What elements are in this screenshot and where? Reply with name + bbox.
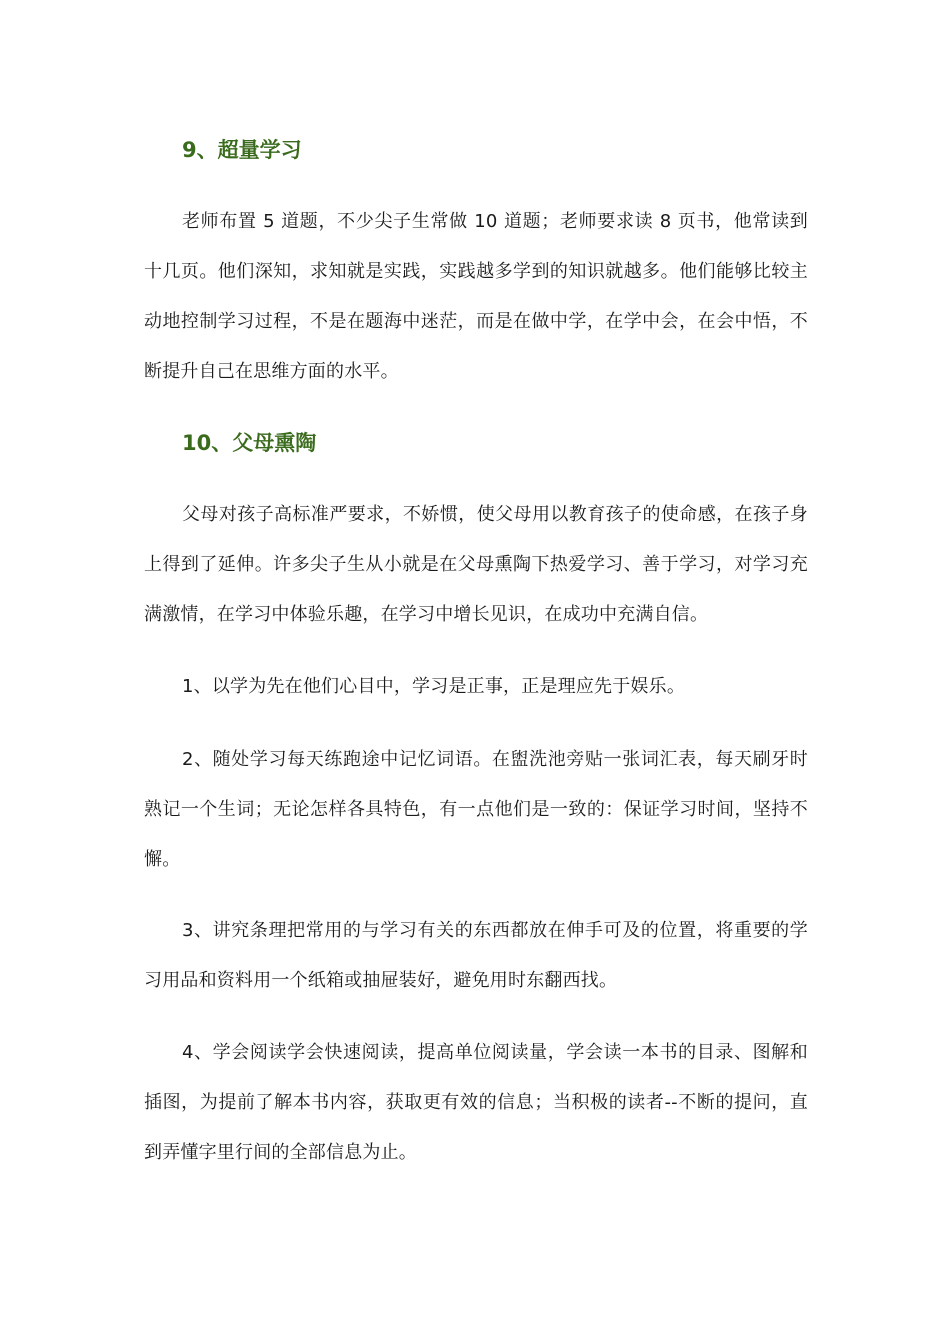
paragraph-super-learning: 老师布置 5 道题，不少尖子生常做 10 道题；老师要求读 8 页书，他常读到十几页。他们深知，求知就是实践，实践越多学到的知识就越多。他们能够比较主动地控制学习过程，不是在题海中迷茫，而是在做中学，在学中会，在会中悟，不断提升自己在思维方面的水平。 (144, 211, 808, 382)
paragraph-item-4: 4、学会阅读学会快速阅读，提高单位阅读量，学会读一本书的目录、图解和插图，为提前了解本书内容，获取更有效的信息；当积极的读者--不断的提问，直到弄懂字里行间的全部信息为止。 (144, 1042, 808, 1163)
paragraph-item-3: 3、讲究条理把常用的与学习有关的东西都放在伸手可及的位置，将重要的学习用品和资料用一个纸箱或抽屉装好，避免用时东翻西找。 (144, 920, 808, 991)
paragraph-parent-influence: 父母对孩子高标准严要求，不娇惯，使父母用以教育孩子的使命感，在孩子身上得到了延伸。许多尖子生从小就是在父母熏陶下热爱学习、善于学习，对学习充满激情，在学习中体验乐趣，在学习中增长见识，在成功中充满自信。 (144, 504, 808, 625)
paragraph-item-1: 1、以学为先在他们心目中，学习是正事，正是理应先于娱乐。 (182, 676, 686, 697)
section-heading-9: 9、超量学习 (182, 138, 302, 162)
section-heading-10: 10、父母熏陶 (182, 431, 317, 455)
paragraph-item-2: 2、随处学习每天练跑途中记忆词语。在盥洗池旁贴一张词汇表，每天刷牙时熟记一个生词；无论怎样各具特色，有一点他们是一致的：保证学习时间，坚持不懈。 (144, 749, 808, 870)
